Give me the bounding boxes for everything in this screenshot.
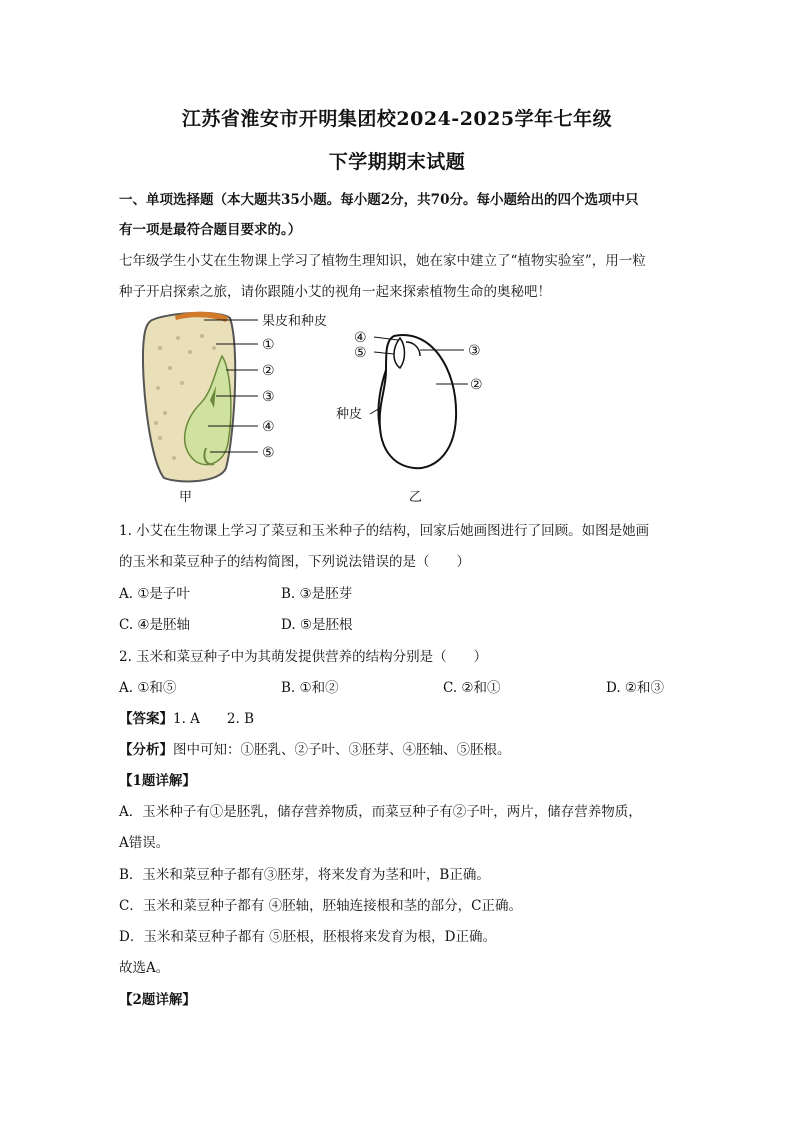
bean-label-2: ②: [470, 377, 483, 393]
intro-line2: 种子开启探索之旅，请你跟随小艾的视角一起来探索植物生命的奥秘吧！: [119, 284, 551, 300]
q1-option-d[interactable]: D. ⑤是胚根: [281, 617, 353, 633]
q1-option-c[interactable]: C. ④是胚轴: [119, 617, 191, 633]
intro-line1: 七年级学生小艾在生物课上学习了植物生理知识，她在家中建立了“植物实验室”，用一粒: [119, 253, 646, 269]
bean-label-4: ④: [354, 330, 367, 346]
detail2-heading: 【2题详解】: [119, 992, 196, 1008]
caption-corn: 甲: [179, 490, 193, 505]
corn-label-3: ③: [262, 389, 275, 405]
analysis-label: 【分析】: [119, 742, 173, 758]
detail1-a-line1: A．玉米种子有①是胚乳，储存营养物质，而菜豆种子有②子叶，两片，储存营养物质，: [119, 804, 642, 820]
q1-option-a[interactable]: A. ①是子叶: [119, 586, 190, 602]
section-heading-line2: 有一项是最符合题目要求的。）: [119, 222, 302, 238]
q1-stem-line2: 的玉米和菜豆种子的结构简图，下列说法错误的是（ ）: [119, 554, 470, 570]
detail1-d: D．玉米和菜豆种子都有 ⑤胚根，胚根将来发育为根，D正确。: [119, 929, 496, 945]
detail1-conclusion: 故选A。: [119, 960, 170, 976]
detail1-b: B．玉米和菜豆种子都有③胚芽，将来发育为茎和叶，B正确。: [119, 867, 490, 883]
q2-option-a[interactable]: A. ①和⑤: [119, 680, 177, 696]
corn-label-5: ⑤: [262, 445, 275, 461]
bean-label-3: ③: [468, 343, 481, 359]
detail1-heading: 【1题详解】: [119, 773, 196, 789]
answer-text: 1. A 2. B: [173, 711, 255, 727]
bean-seed-diagram: [336, 330, 483, 468]
corn-label-1: ①: [262, 337, 275, 353]
corn-label-pericarp: 果皮和种皮: [262, 314, 328, 329]
seed-structure-figure: [130, 308, 500, 508]
analysis-line: [119, 738, 511, 758]
caption-bean: 乙: [409, 490, 423, 505]
analysis-text: 图中可知：①胚乳、②子叶、③胚芽、④胚轴、⑤胚根。: [173, 742, 511, 758]
answer-line: [119, 707, 254, 727]
doc-title-line2: 下学期期末试题: [328, 151, 466, 173]
corn-seed-diagram: [143, 312, 327, 482]
doc-title-line1: 江苏省淮安市开明集团校2024-2025学年七年级: [181, 108, 613, 130]
q2-stem: 2. 玉米和菜豆种子中为其萌发提供营养的结构分别是（ ）: [119, 649, 488, 665]
detail1-c: C．玉米和菜豆种子都有 ④胚轴，胚轴连接根和茎的部分，C正确。: [119, 898, 522, 914]
q2-option-b[interactable]: B. ①和②: [281, 680, 339, 696]
bean-label-5: ⑤: [354, 345, 367, 361]
answer-label: 【答案】: [119, 711, 173, 727]
q1-option-b[interactable]: B. ③是胚芽: [281, 586, 353, 602]
corn-label-4: ④: [262, 419, 275, 435]
corn-label-2: ②: [262, 363, 275, 379]
q1-stem-line1: 1. 小艾在生物课上学习了菜豆和玉米种子的结构，回家后她画图进行了回顾。如图是她画: [119, 523, 650, 539]
q2-option-c[interactable]: C. ②和①: [443, 680, 501, 696]
q2-option-d[interactable]: D. ②和③: [606, 680, 665, 696]
detail1-a-line2: A错误。: [119, 835, 170, 851]
bean-label-seed-coat: 种皮: [336, 407, 363, 422]
section-heading-line1: 一、单项选择题（本大题共35小题。每小题2分，共70分。每小题给出的四个选项中只: [119, 192, 639, 208]
